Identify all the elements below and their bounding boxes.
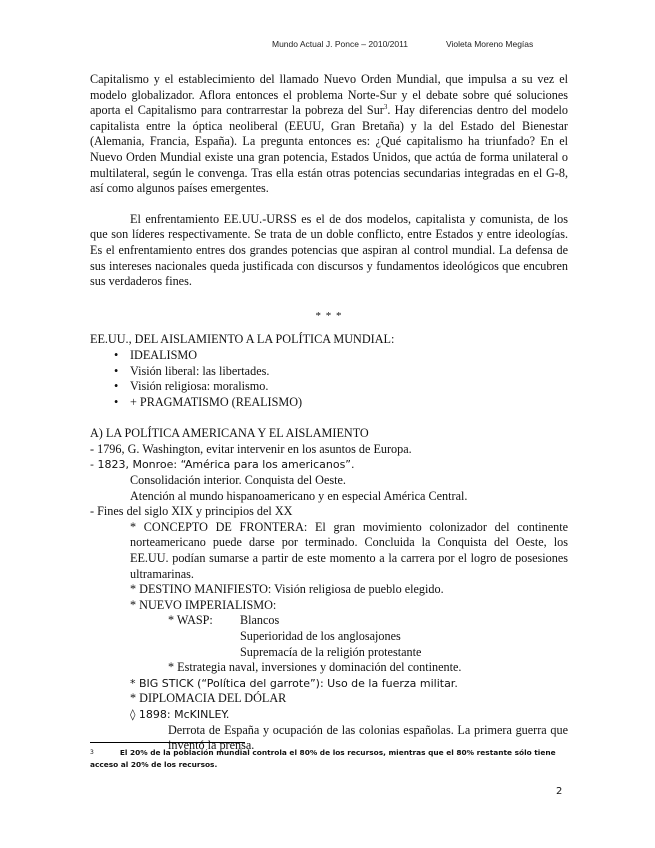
page-header — [272, 39, 534, 49]
header-course: Mundo Actual J. Ponce – 2010/2011 — [272, 39, 408, 49]
list-item: • IDEALISMO — [90, 348, 568, 364]
footnote — [90, 747, 568, 771]
dollar-diplomacy: * DIPLOMACIA DEL DÓLAR — [130, 691, 287, 706]
header-author: Violeta Moreno Megías — [446, 39, 534, 49]
wasp-item: Blancos — [240, 613, 280, 628]
concept-frontier: * CONCEPTO DE FRONTERA: El gran movimiento colonizador del continente norteamericano puede darse por terminado. Concluida la Conquista del Oeste, los EE.UU. podían sumarse a partir de este momento a la carrera por el logro de posesiones ultramarinas. — [130, 519, 568, 581]
footnote-reference[interactable]: 3 — [383, 103, 388, 112]
footnote-text: El 20% de la población mundial controla el 80% de los recursos, mientras que el 80% restante sólo tiene acceso al 20% de los recursos. — [90, 748, 556, 769]
item-monroe: - 1823, Monroe: “América para los americanos”. — [90, 458, 355, 472]
item-washington: - 1796, G. Washington, evitar intervenir en los asuntos de Europa. — [90, 441, 412, 456]
mckinley-detail: Derrota de España y ocupación de las colonias españolas. La primera guerra que inventó la prensa. — [168, 722, 568, 753]
paragraph-confrontation: El enfrentamiento EE.UU.-URSS es el de dos modelos, capitalista y comunista, de los que son líderes respectivamente. Se trata de un doble conflicto, entre Estados y entre ideologías. Es el enfrentamiento entres dos grandes potencias que aspiran al control mundial. La defensa de sus intereses nacionales queda justificada con discursos y fundamentos ideológicos que encubren sus verdaderos fines. — [90, 211, 568, 289]
section-title-american-policy: A) LA POLÍTICA AMERICANA Y EL AISLAMIENTO — [90, 426, 369, 441]
wasp-label: * WASP: — [168, 613, 213, 628]
naval-strategy: * Estrategia naval, inversiones y dominación del continente. — [168, 660, 462, 675]
footnote-divider — [90, 742, 245, 743]
page-number: 2 — [556, 786, 563, 797]
monroe-hispanic-america: Atención al mundo hispanoamericano y en especial América Central. — [130, 488, 468, 503]
list-item: • Visión religiosa: moralismo. — [90, 379, 568, 395]
big-stick: * BIG STICK (“Política del garrote”): Uso de la fuerza militar. — [130, 676, 458, 690]
paragraph-capitalism-start: Capitalismo y el establecimiento del llamado Nuevo Orden Mundial, que impulsa a su vez el modelo globalizador. Aflora entonces el problema Norte-Sur y el debate sobre qué soluciones aporta el Capitalismo para contrarrestar la pobreza del Sur — [90, 72, 568, 118]
section-title-isolation: EE.UU., DEL AISLAMIENTO A LA POLÍTICA MUNDIAL: — [90, 332, 395, 347]
footnote-number: 3 — [90, 749, 94, 756]
paragraph-capitalism-end: . Hay diferencias dentro del modelo capitalista entre la óptica neoliberal (EEUU, Gran Bretaña) y la del Estado del Bienestar (Alemania, Francia, España). La pregunta entonces es: ¿Qué capitalismo ha triunfado? En el Nuevo Orden Mundial existe una gran potencia, Estados Unidos, que actúa de forma unilateral o multilateral, según le convenga. Tras ella están otras potencias secundarias integradas en el G-8, así como algunos países emergentes. — [90, 103, 568, 196]
wasp-item: Supremacía de la religión protestante — [240, 644, 422, 659]
manifest-destiny: * DESTINO MANIFIESTO: Visión religiosa de pueblo elegido. — [130, 582, 444, 597]
paragraph-capitalism — [90, 72, 568, 197]
document-body — [90, 72, 568, 754]
list-item: • Visión liberal: las libertades. — [90, 364, 568, 380]
new-imperialism: * NUEVO IMPERIALISMO: — [130, 597, 277, 612]
wasp-item: Superioridad de los anglosajones — [240, 629, 401, 643]
item-late-19th-century: - Fines del siglo XIX y principios del XX — [90, 504, 293, 519]
mckinley-1898: ◊ 1898: McKINLEY. — [130, 707, 230, 721]
ideology-list — [90, 348, 568, 410]
wasp-row — [90, 613, 568, 629]
section-separator: * * * — [315, 309, 343, 322]
list-item: • + PRAGMATISMO (REALISMO) — [90, 395, 568, 411]
monroe-consolidation: Consolidación interior. Conquista del Oeste. — [130, 473, 346, 488]
